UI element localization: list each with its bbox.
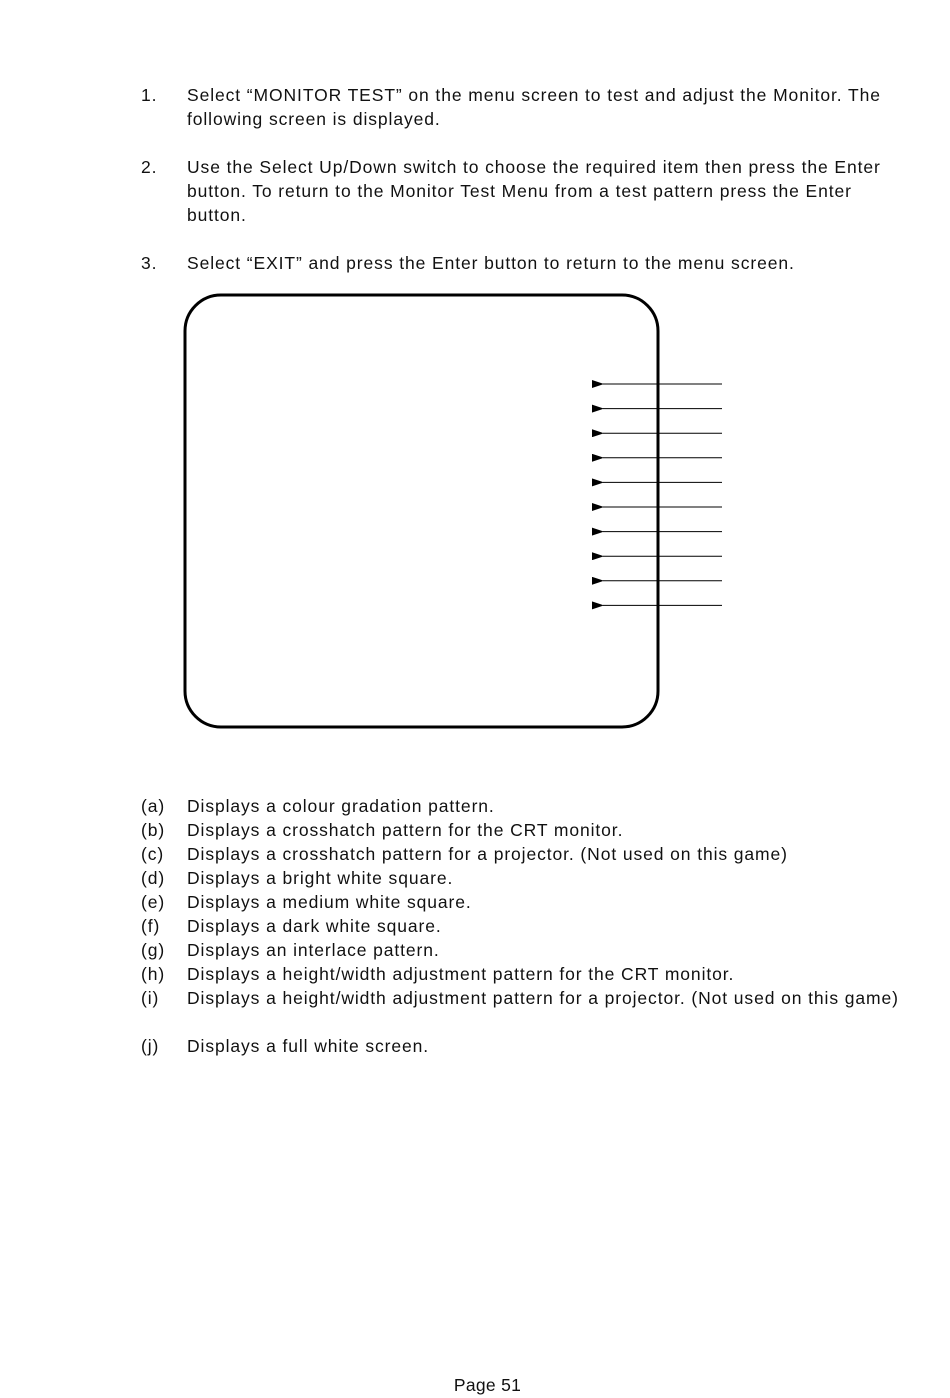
item-e (141, 890, 901, 914)
item-text: Displays a height/width adjustment pattern for a projector. (Not used on this game) (187, 988, 899, 1008)
step-text: Select “EXIT” and press the Enter button to return to the menu screen. (187, 253, 795, 273)
item-text: Displays a dark white square. (187, 916, 442, 936)
item-g (141, 938, 901, 962)
page-number: Page 51 (453, 1375, 522, 1395)
item-text: Displays a height/width adjustment pattern for the CRT monitor. (187, 964, 735, 984)
item-j (141, 1034, 901, 1058)
item-a (141, 794, 901, 818)
item-d (141, 866, 901, 890)
item-text: Displays a crosshatch pattern for a projector. (Not used on this game) (187, 844, 788, 864)
step-number: 2. (141, 157, 158, 177)
item-label: (i) (141, 988, 160, 1008)
item-text: Displays a full white screen. (187, 1036, 430, 1056)
item-h (141, 962, 901, 986)
item-label: (b) (141, 820, 166, 840)
item-text: Displays a crosshatch pattern for the CRT monitor. (187, 820, 624, 840)
item-text: Displays an interlace pattern. (187, 940, 440, 960)
item-label: (j) (141, 1036, 160, 1056)
item-b (141, 818, 901, 842)
monitor-screen-outline (185, 295, 658, 727)
item-text: Displays a colour gradation pattern. (187, 796, 495, 816)
item-i (141, 986, 901, 1010)
item-label: (f) (141, 916, 161, 936)
step-number: 1. (141, 85, 158, 105)
item-label: (c) (141, 844, 165, 864)
item-label: (e) (141, 892, 166, 912)
item-text: Displays a bright white square. (187, 868, 454, 888)
item-text: Displays a medium white square. (187, 892, 472, 912)
step-text: Use the Select Up/Down switch to choose the required item then press the Enter button. To return to the Monitor Test Menu from a test pattern press the Enter button. (187, 157, 881, 225)
item-label: (a) (141, 796, 166, 816)
step-number: 3. (141, 253, 158, 273)
item-f (141, 914, 901, 938)
item-c (141, 842, 901, 866)
item-label: (d) (141, 868, 166, 888)
arrow-group (603, 384, 722, 605)
item-label: (h) (141, 964, 166, 984)
item-label: (g) (141, 940, 166, 960)
step-text: Select “MONITOR TEST” on the menu screen to test and adjust the Monitor. The following screen is displayed. (187, 85, 881, 129)
